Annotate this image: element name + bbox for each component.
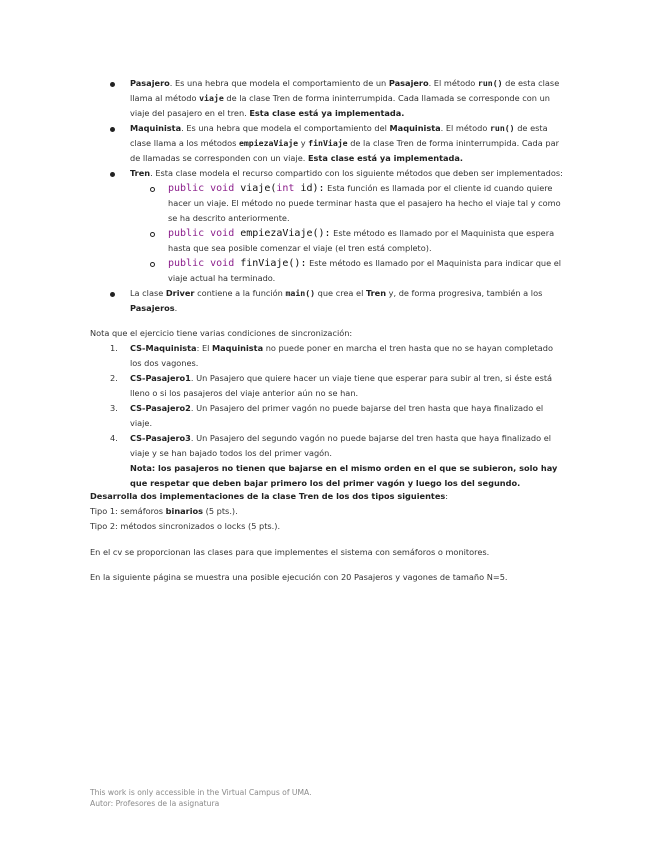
cv-line: En el cv se proporcionan las clases para que implementes el sistema con semáforos o monitores. — [90, 547, 490, 557]
bullet-dot — [110, 82, 115, 87]
sub-bullet-dot — [150, 262, 155, 267]
next-page-line: En la siguiente página se muestra una posible ejecución con 20 Pasajeros y vagones de tamaño N=5. — [90, 572, 508, 582]
footer-line: This work is only accessible in the Virtual Campus of UMA. — [90, 788, 312, 797]
class-name: Maquinista — [212, 343, 264, 353]
task-heading-text: Desarrolla dos implementaciones de la clase Tren de los dos tipos siguientes — [90, 491, 446, 501]
text: y — [298, 138, 309, 148]
text: La clase — [130, 288, 166, 298]
footer — [90, 787, 312, 809]
condition-item — [110, 371, 565, 401]
tipo1-line — [90, 504, 565, 519]
item-number: 1. — [110, 343, 118, 353]
text: (5 pts.). — [203, 506, 238, 516]
method-description: Este método es llamado por el Maquinista que espera hasta que sea posible comenzar el viaje (el tren está completo). — [168, 228, 555, 253]
bullet-tren — [110, 166, 565, 286]
binary-bold: binarios — [165, 506, 204, 516]
condition-label: CS-Pasajero3 — [130, 433, 191, 443]
method-signature: empiezaViaje(): — [240, 228, 331, 239]
text: de esta clase llama a los métodos — [130, 123, 548, 148]
text: : — [445, 491, 449, 501]
text: . Es una hebra que modela el comportamiento de un — [169, 78, 389, 88]
code-viaje: viaje — [199, 93, 224, 103]
code-finviaje: finViaje — [308, 138, 348, 148]
bullet-dot — [110, 292, 115, 297]
task-heading — [90, 489, 565, 504]
text: . Un Pasajero del primer vagón no puede bajarse del tren hasta que haya finalizado el viaje. — [130, 403, 544, 428]
bullet-pasajero — [110, 76, 565, 121]
method-param-type: int — [276, 183, 295, 194]
text: de esta clase llama al método — [130, 78, 560, 103]
method-keywords: public void — [168, 258, 241, 269]
bullet-driver — [110, 286, 565, 316]
sub-bullet-dot — [150, 187, 155, 192]
implemented-note: Esta clase está ya implementada. — [249, 108, 405, 118]
text: . Es una hebra que modela el comportamiento del — [181, 123, 390, 133]
tipo2-line: Tipo 2: métodos sincronizados o locks (5 pts.). — [90, 521, 281, 531]
text: no puede poner en marcha el tren hasta que no se hayan completado los dos vagones. — [130, 343, 553, 368]
sync-conditions-list — [110, 341, 565, 491]
order-note-text: Nota: los pasajeros no tienen que bajarse en el mismo orden en el que se subieron, solo hay que respetar que deben bajar primero los del primer vagón y luego los del segundo. — [130, 463, 558, 488]
method-signature-end: id): — [294, 183, 325, 194]
bullet-dot — [110, 127, 115, 132]
method-item-viaje — [148, 181, 565, 226]
class-name: Pasajero — [388, 78, 429, 88]
text: contiene a la función — [194, 288, 286, 298]
footer-line: Autor: Profesores de la asignatura — [90, 799, 220, 808]
text: . Un Pasajero que quiere hacer un viaje tiene que esperar para subir al tren, si éste está lleno o si los pasajeros del viaje anterior aún no se han. — [130, 373, 553, 398]
text: de la clase Tren de forma ininterrumpida. Cada par de llamadas se corresponden con un viaje. — [130, 138, 559, 163]
method-description: Esta función es llamada por el cliente id cuando quiere hacer un viaje. El método no puede terminar hasta que el pasajero ha hecho el viaje tal y como se ha descrito anteriormente. — [168, 183, 561, 223]
sync-conditions-intro: Nota que el ejercicio tiene varias condiciones de sincronización: — [90, 328, 353, 338]
bullet-maquinista — [110, 121, 565, 166]
class-name: Tren — [130, 168, 151, 178]
method-description: Este método es llamado por el Maquinista para indicar que el viaje actual ha terminado. — [168, 258, 562, 283]
code-run: run() — [477, 78, 503, 88]
method-signature: finViaje(): — [240, 258, 307, 269]
text: . Un Pasajero del segundo vagón no puede bajarse del tren hasta que haya finalizado el viaje y se han bajado todos los del primer vagón. — [130, 433, 552, 458]
code-run: run() — [489, 123, 515, 133]
text: de la clase Tren de forma ininterrumpida. Cada llamada se corresponde con un viaje del pasajero en el tren. — [130, 93, 550, 118]
condition-item — [110, 341, 565, 371]
method-keywords: public void — [168, 228, 241, 239]
code-main: main() — [285, 288, 316, 298]
item-number: 3. — [110, 403, 118, 413]
implemented-note: Esta clase está ya implementada. — [307, 153, 464, 163]
item-number: 4. — [110, 433, 118, 443]
method-signature: viaje( — [240, 183, 277, 194]
condition-label: CS-Maquinista — [130, 343, 197, 353]
condition-item — [110, 431, 565, 461]
sub-bullet-dot — [150, 232, 155, 237]
order-note — [110, 461, 565, 491]
condition-label: CS-Pasajero1 — [130, 373, 191, 383]
text: . — [174, 303, 178, 313]
class-bullet-list — [110, 76, 565, 316]
text: y, de forma progresiva, también a los — [386, 288, 543, 298]
text: . El método — [440, 123, 490, 133]
code-empiezaviaje: empiezaViaje — [238, 138, 299, 148]
method-list — [148, 181, 565, 286]
text: : El — [196, 343, 212, 353]
class-name: Maquinista — [389, 123, 441, 133]
text: que crea el — [315, 288, 366, 298]
bullet-dot — [110, 172, 115, 177]
method-item-finviaje — [148, 256, 565, 286]
condition-label: CS-Pasajero2 — [130, 403, 191, 413]
text: . Esta clase modela el recurso compartido con los siguiente métodos que deben ser implementados: — [150, 168, 563, 178]
text: Tipo 1: semáforos — [90, 506, 166, 516]
class-name: Driver — [165, 288, 195, 298]
method-item-empiezaviaje — [148, 226, 565, 256]
condition-item — [110, 401, 565, 431]
item-number: 2. — [110, 373, 118, 383]
method-keywords: public void — [168, 183, 241, 194]
class-name: Pasajero — [130, 78, 170, 88]
class-name: Pasajeros — [130, 303, 175, 313]
class-name: Maquinista — [130, 123, 182, 133]
text: . El método — [428, 78, 478, 88]
class-name: Tren — [365, 288, 387, 298]
